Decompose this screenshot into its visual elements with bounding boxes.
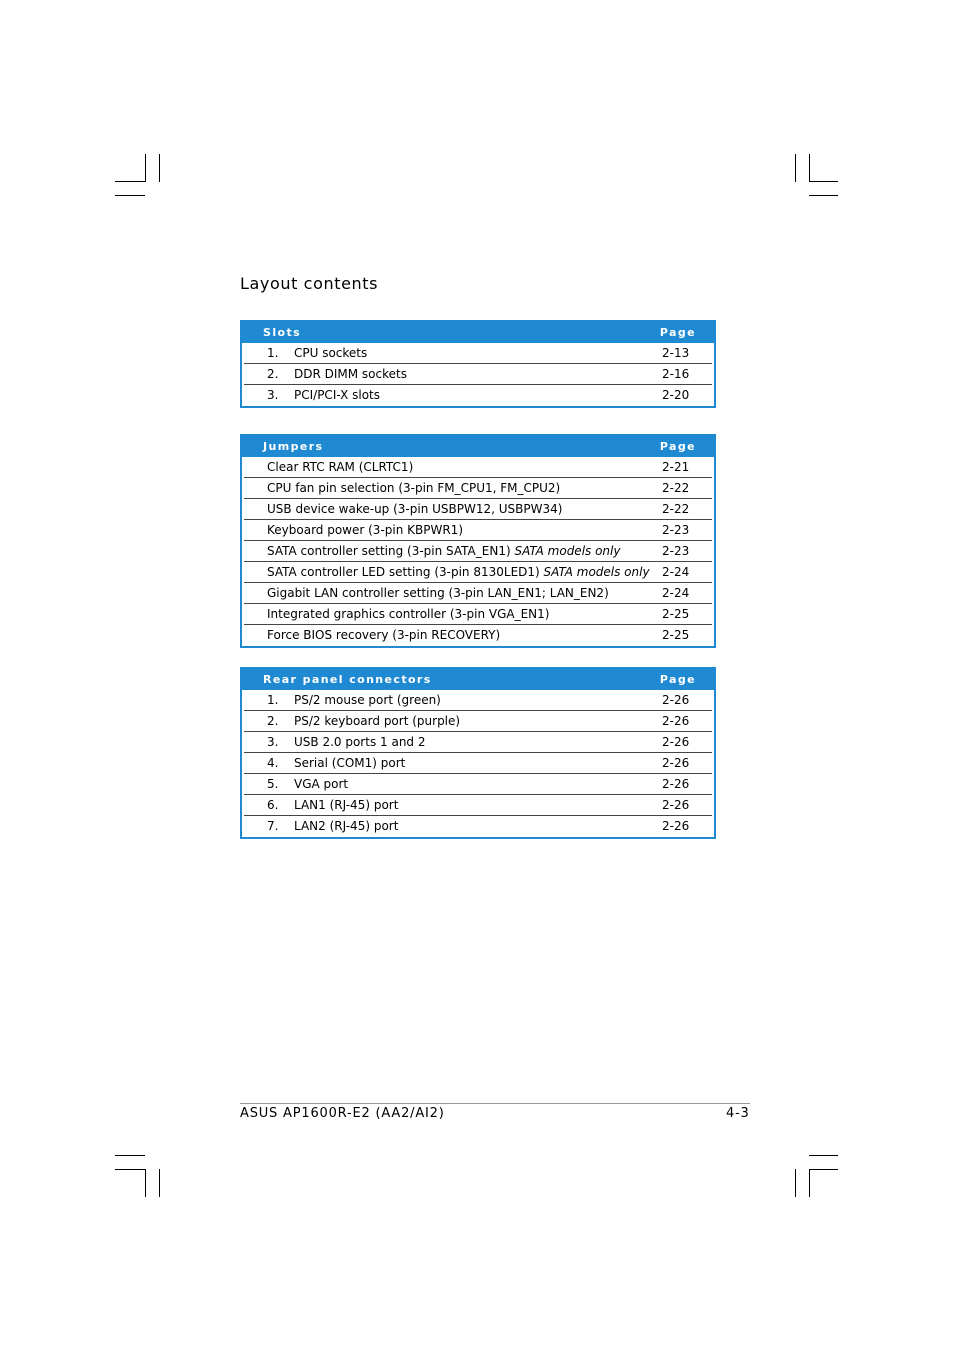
row-text: Force BIOS recovery (3-pin RECOVERY)	[267, 628, 501, 642]
row-text: LAN1 (RJ-45) port	[294, 798, 399, 812]
crop-mark	[115, 195, 145, 196]
row-page: 2-26	[662, 714, 690, 728]
table-row	[244, 710, 712, 731]
table-row	[244, 561, 712, 582]
row-number: 4.	[267, 756, 279, 770]
table-header-page: Page	[659, 673, 696, 686]
row-text: PCI/PCI-X slots	[294, 388, 381, 402]
row-text: CPU fan pin selection (3-pin FM_CPU1, FM_CPU2)	[267, 481, 561, 495]
row-number: 7.	[267, 819, 279, 833]
table-header-page: Page	[659, 326, 696, 339]
row-page: 2-21	[662, 460, 690, 474]
row-page: 2-26	[662, 693, 690, 707]
row-text: Serial (COM1) port	[294, 756, 406, 770]
row-number: 1.	[267, 346, 279, 360]
row-text: Integrated graphics controller (3-pin VGA_EN1)	[267, 607, 550, 621]
row-number: 2.	[267, 714, 279, 728]
row-text: Clear RTC RAM (CLRTC1)	[267, 460, 414, 474]
row-number: 5.	[267, 777, 279, 791]
row-text: USB 2.0 ports 1 and 2	[294, 735, 426, 749]
table-row	[244, 624, 712, 645]
crop-mark	[115, 1169, 145, 1170]
row-text: VGA port	[294, 777, 349, 791]
table-header	[242, 436, 714, 457]
row-number: 6.	[267, 798, 279, 812]
row-page: 2-26	[662, 819, 690, 833]
row-number: 3.	[267, 735, 279, 749]
table-header-label: Rear panel connectors	[263, 673, 432, 686]
row-text: SATA controller setting (3-pin SATA_EN1) SATA models only	[267, 544, 621, 558]
slots-table	[240, 320, 716, 408]
crop-mark	[809, 1169, 810, 1197]
crop-mark	[809, 195, 838, 196]
crop-mark	[115, 181, 145, 182]
table-header	[242, 669, 714, 690]
crop-mark	[795, 1169, 796, 1197]
row-text: SATA controller LED setting (3-pin 8130LED1) SATA models only	[267, 565, 650, 579]
row-text: USB device wake-up (3-pin USBPW12, USBPW34)	[267, 502, 563, 516]
row-page: 2-25	[662, 628, 690, 642]
row-page: 2-22	[662, 502, 690, 516]
table-row	[244, 815, 712, 836]
table-row	[244, 752, 712, 773]
crop-mark	[159, 154, 160, 182]
table-row	[244, 519, 712, 540]
table-row	[244, 794, 712, 815]
table-row	[244, 690, 712, 710]
row-number: 2.	[267, 367, 279, 381]
footer-product-name: ASUS AP1600R-E2 (AA2/AI2)	[240, 1106, 445, 1121]
table-row	[244, 457, 712, 477]
table-row	[244, 343, 712, 363]
row-page: 2-23	[662, 523, 690, 537]
crop-mark	[809, 1169, 838, 1170]
table-header-label: Jumpers	[263, 440, 324, 453]
crop-mark	[159, 1169, 160, 1197]
crop-mark	[145, 154, 146, 182]
table-header-page: Page	[659, 440, 696, 453]
row-number: 1.	[267, 693, 279, 707]
row-text: LAN2 (RJ-45) port	[294, 819, 399, 833]
row-text: PS/2 keyboard port (purple)	[294, 714, 461, 728]
row-page: 2-24	[662, 586, 690, 600]
row-page: 2-23	[662, 544, 690, 558]
page-title: Layout contents	[240, 274, 379, 293]
table-row	[244, 477, 712, 498]
table-header	[242, 322, 714, 343]
table-row	[244, 540, 712, 561]
crop-mark	[795, 154, 796, 182]
row-text: CPU sockets	[294, 346, 368, 360]
rear-panel-table	[240, 667, 716, 839]
row-page: 2-25	[662, 607, 690, 621]
crop-mark	[809, 154, 810, 182]
row-page: 2-24	[662, 565, 690, 579]
table-row	[244, 731, 712, 752]
crop-mark	[115, 1155, 145, 1156]
table-row	[244, 498, 712, 519]
row-text: Gigabit LAN controller setting (3-pin LAN_EN1; LAN_EN2)	[267, 586, 609, 600]
row-text: Keyboard power (3-pin KBPWR1)	[267, 523, 464, 537]
table-row	[244, 773, 712, 794]
crop-mark	[809, 181, 838, 182]
table-row	[244, 603, 712, 624]
row-page: 2-16	[662, 367, 690, 381]
jumpers-table	[240, 434, 716, 648]
table-row	[244, 384, 712, 405]
row-page: 2-26	[662, 756, 690, 770]
row-page: 2-26	[662, 798, 690, 812]
row-text: DDR DIMM sockets	[294, 367, 407, 381]
table-header-label: Slots	[263, 326, 302, 339]
row-page: 2-22	[662, 481, 690, 495]
crop-mark	[809, 1155, 838, 1156]
crop-mark	[145, 1169, 146, 1197]
row-number: 3.	[267, 388, 279, 402]
table-row	[244, 363, 712, 384]
row-page: 2-20	[662, 388, 690, 402]
row-page: 2-13	[662, 346, 690, 360]
row-text: PS/2 mouse port (green)	[294, 693, 441, 707]
table-row	[244, 582, 712, 603]
page-number: 4-3	[726, 1106, 750, 1121]
footer-divider	[240, 1103, 750, 1104]
row-page: 2-26	[662, 777, 690, 791]
row-page: 2-26	[662, 735, 690, 749]
